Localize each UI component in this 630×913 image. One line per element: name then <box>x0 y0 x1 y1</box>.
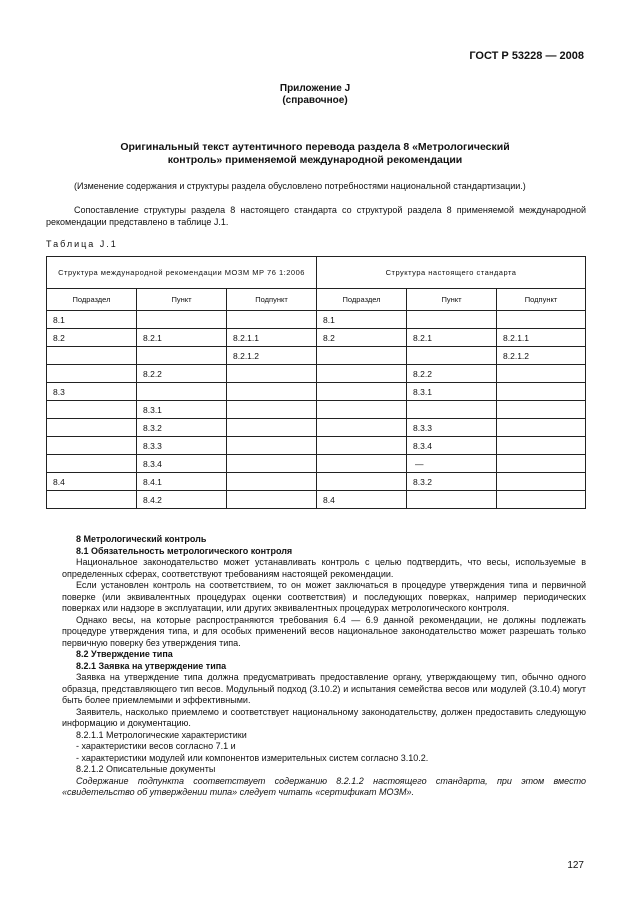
table-cell: 8.4.2 <box>137 491 227 509</box>
table-cell <box>317 383 407 401</box>
table-cell: 8.2.2 <box>137 365 227 383</box>
table-cell <box>227 365 317 383</box>
table-cell <box>497 383 586 401</box>
table-row <box>47 455 586 473</box>
table-cell: 8.3.1 <box>137 401 227 419</box>
appendix-title: Приложение J <box>279 83 351 94</box>
table-cell <box>497 491 586 509</box>
table-cell: 8.4 <box>47 473 137 491</box>
table-cell <box>227 491 317 509</box>
page-title <box>110 141 520 167</box>
table-cell <box>227 437 317 455</box>
table-cell <box>137 347 227 365</box>
list-item-8-2-1-1: 8.2.1.1 Метрологические характеристики <box>76 729 247 740</box>
table-cell: 8.2 <box>317 329 407 347</box>
table-cell <box>317 455 407 473</box>
table-cell <box>317 473 407 491</box>
title-line-1: Оригинальный текст аутентичного перевода раздела 8 «Метрологический <box>120 141 510 153</box>
group-header-recommendation: Структура международной рекомендации МОЗМ МР 76 1:2006 <box>47 257 317 289</box>
list-item-dash-1: - характеристики весов согласно 7.1 и <box>76 741 236 751</box>
table-cell: — <box>407 455 497 473</box>
heading-8-1: 8.1 Обязательность метрологического контроля <box>76 545 293 556</box>
table-cell <box>47 419 137 437</box>
table-row <box>47 383 586 401</box>
appendix-heading <box>0 83 630 107</box>
appendix-type: (справочное) <box>282 95 348 106</box>
column-header: Подраздел <box>317 289 407 311</box>
list-item-8-2-1-2: 8.2.1.2 Описательные документы <box>76 764 216 774</box>
table-cell: 8.2 <box>47 329 137 347</box>
table-cell <box>407 347 497 365</box>
table-cell <box>317 419 407 437</box>
table-cell <box>227 311 317 329</box>
table-cell: 8.4.1 <box>137 473 227 491</box>
table-cell: 8.3.4 <box>407 437 497 455</box>
table-cell: 8.4 <box>317 491 407 509</box>
table-cell <box>47 491 137 509</box>
table-row <box>47 401 586 419</box>
title-line-2: контроль» применяемой международной рекомендации <box>167 154 463 166</box>
page-number: 127 <box>567 860 584 871</box>
table-cell <box>227 473 317 491</box>
intro-paragraph-2 <box>46 204 586 228</box>
table-cell <box>227 401 317 419</box>
table-row <box>47 419 586 437</box>
table-cell: 8.3.3 <box>407 419 497 437</box>
table-cell <box>47 455 137 473</box>
section-body <box>62 534 586 799</box>
table-row <box>47 491 586 509</box>
table-cell <box>497 401 586 419</box>
heading-8-2: 8.2 Утверждение типа <box>76 649 173 659</box>
table-cell: 8.2.1.2 <box>227 347 317 365</box>
table-body <box>47 311 586 509</box>
table-cell: 8.3.2 <box>137 419 227 437</box>
table-cell <box>497 419 586 437</box>
table-cell <box>317 437 407 455</box>
table-cell <box>137 383 227 401</box>
group-header-standard: Структура настоящего стандарта <box>317 257 586 289</box>
table-cell <box>497 437 586 455</box>
table-cell <box>497 365 586 383</box>
column-header: Подпункт <box>227 289 317 311</box>
table-cell <box>317 347 407 365</box>
table-cell <box>407 401 497 419</box>
table-cell <box>227 455 317 473</box>
table-cell: 8.2.1.1 <box>497 329 586 347</box>
intro-paragraph-1 <box>46 180 586 192</box>
table-row <box>47 473 586 491</box>
table-row <box>47 329 586 347</box>
table-row <box>47 311 586 329</box>
heading-section-8: 8 Метрологический контроль <box>76 534 207 544</box>
paragraph-1: Национальное законодательство может устанавливать контроль с целью подтвердить, что весы, используемые в определенных сферах, соответствуют требованиям настоящей рекомендации. <box>62 557 586 579</box>
table-cell <box>317 401 407 419</box>
table-cell: 8.3.3 <box>137 437 227 455</box>
comparison-table <box>46 256 586 509</box>
table-cell <box>47 365 137 383</box>
table-group-header-row <box>47 257 586 289</box>
table-cell <box>497 311 586 329</box>
table-row <box>47 347 586 365</box>
table-cell <box>47 437 137 455</box>
column-header: Подраздел <box>47 289 137 311</box>
table-cell: 8.2.1 <box>407 329 497 347</box>
table-cell: 8.2.2 <box>407 365 497 383</box>
table-cell <box>137 311 227 329</box>
intro-text-2: Сопоставление структуры раздела 8 настоящего стандарта со структурой раздела 8 применяемой международной рекомендации представлено в таблице J.1. <box>46 205 586 227</box>
table-row <box>47 437 586 455</box>
paragraph-5: Заявитель, насколько приемлемо и соответствует национальному законодательству, должен предоставить следующую информацию и документацию. <box>62 706 586 728</box>
table-cell: 8.3 <box>47 383 137 401</box>
column-header: Пункт <box>137 289 227 311</box>
table-cell <box>47 347 137 365</box>
document-id: ГОСТ Р 53228 — 2008 <box>469 50 584 62</box>
table-cell <box>407 491 497 509</box>
table-cell <box>227 383 317 401</box>
table-cell: 8.3.4 <box>137 455 227 473</box>
table-cell <box>497 473 586 491</box>
column-header: Пункт <box>407 289 497 311</box>
table-column-header-row <box>47 289 586 311</box>
italic-note: Содержание подпункта соответствует содержанию 8.2.1.2 настоящего стандарта, при этом вместо «свидетельство об утверждении типа» следует читать «сертификат МОЗМ». <box>62 775 586 797</box>
intro-text-1: (Изменение содержания и структуры раздела обусловлено потребностями национальной стандартизации.) <box>74 181 526 191</box>
column-header: Подпункт <box>497 289 586 311</box>
table-cell <box>317 365 407 383</box>
list-item-dash-2: - характеристики модулей или компонентов измерительных систем согласно 3.10.2. <box>76 752 429 763</box>
table-cell: 8.2.1.1 <box>227 329 317 347</box>
table-cell: 8.2.1.2 <box>497 347 586 365</box>
table-cell: 8.1 <box>317 311 407 329</box>
table-cell <box>497 455 586 473</box>
table-cell: 8.2.1 <box>137 329 227 347</box>
paragraph-2: Если установлен контроль на соответствием, то он может заключаться в процедуре утверждения типа и первичной поверке (или эквивалентных процедурах оценки соответствия) и последующих поверках, например периодических поверках или надзоре в эксплуатации, или других эквивалентных процедурах метрологического контроля. <box>62 580 586 613</box>
table-cell <box>227 419 317 437</box>
table-cell <box>407 311 497 329</box>
table-cell: 8.1 <box>47 311 137 329</box>
paragraph-4: Заявка на утверждение типа должна предусматривать предоставление органу, утверждающему тип, обычно одного образца, представляющего тип весов. Модульный подход (3.10.2) и испытания семейства весов или модулей (3.10.4) могут быть более приемлемыми и эффективными. <box>62 672 586 705</box>
table-cell: 8.3.1 <box>407 383 497 401</box>
table-caption: Таблица J.1 <box>46 239 118 249</box>
paragraph-3: Однако весы, на которые распространяются требования 6.4 — 6.9 данной рекомендации, не должны подлежать процедуре утверждения типа, и для особых применений весов национальное законодательство может разрешать только первичную поверку без утверждения типа. <box>62 614 586 648</box>
table-cell <box>47 401 137 419</box>
table-cell: 8.3.2 <box>407 473 497 491</box>
table-row <box>47 365 586 383</box>
heading-8-2-1: 8.2.1 Заявка на утверждение типа <box>76 660 227 671</box>
